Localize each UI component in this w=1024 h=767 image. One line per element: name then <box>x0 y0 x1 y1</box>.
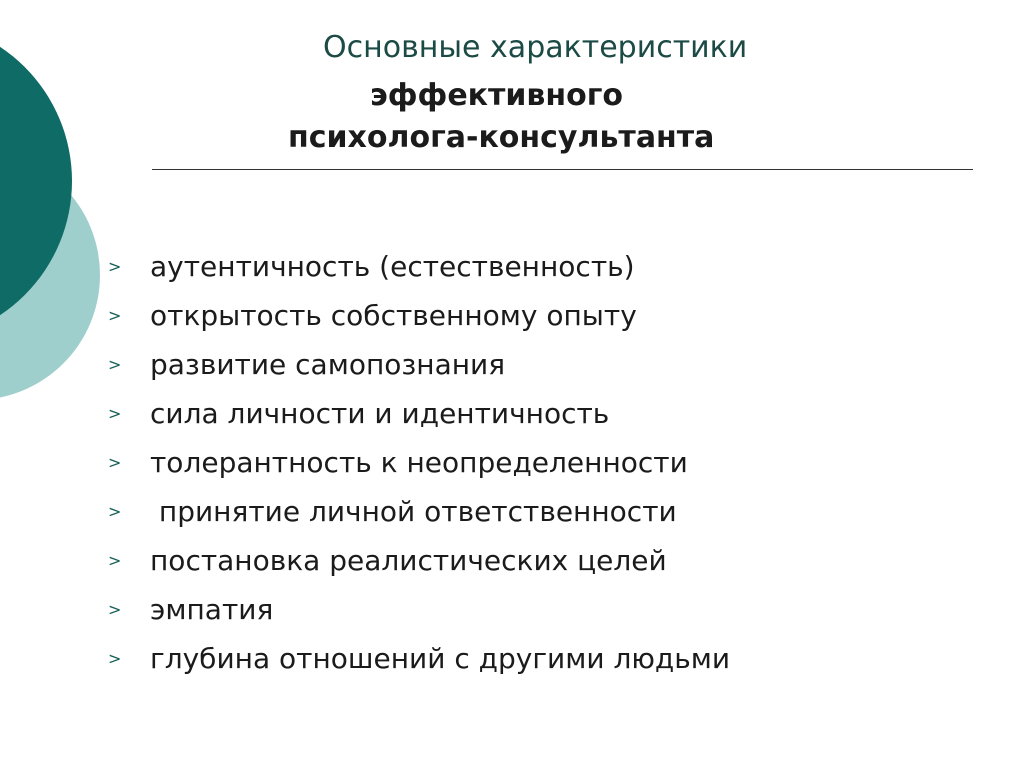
bullet-text: толерантность к неопределенности <box>150 446 688 479</box>
title-divider <box>152 169 973 170</box>
bullet-text: эмпатия <box>150 593 274 626</box>
bullet-text: аутентичность (естественность) <box>150 250 635 283</box>
chevron-right-icon: > <box>108 257 122 276</box>
chevron-right-icon: > <box>108 404 122 423</box>
bullet-item <box>108 294 730 343</box>
bullet-text: постановка реалистических целей <box>150 544 667 577</box>
bullet-text: глубина отношений с другими людьми <box>150 642 731 675</box>
slide-title-line-2: эффективного <box>370 78 624 113</box>
bullet-item <box>108 392 730 441</box>
bullet-item <box>108 637 730 686</box>
bullet-item <box>108 441 730 490</box>
bullet-text: развитие самопознания <box>150 348 506 381</box>
bullet-item <box>108 539 730 588</box>
bullet-text: принятие личной ответственности <box>150 495 677 528</box>
bullet-item <box>108 588 730 637</box>
chevron-right-icon: > <box>108 600 122 619</box>
chevron-right-icon: > <box>108 355 122 374</box>
bullet-list <box>108 245 730 686</box>
chevron-right-icon: > <box>108 453 122 472</box>
bullet-item <box>108 245 730 294</box>
bullet-text: открытость собственному опыту <box>150 299 637 332</box>
chevron-right-icon: > <box>108 502 122 521</box>
chevron-right-icon: > <box>108 551 122 570</box>
chevron-right-icon: > <box>108 649 122 668</box>
bullet-item <box>108 343 730 392</box>
slide-title-line-1: Основные характеристики <box>323 30 748 65</box>
bullet-text: сила личности и идентичность <box>150 397 610 430</box>
slide-title-line-3: психолога-консультанта <box>288 120 715 155</box>
chevron-right-icon: > <box>108 306 122 325</box>
bullet-item <box>108 490 730 539</box>
